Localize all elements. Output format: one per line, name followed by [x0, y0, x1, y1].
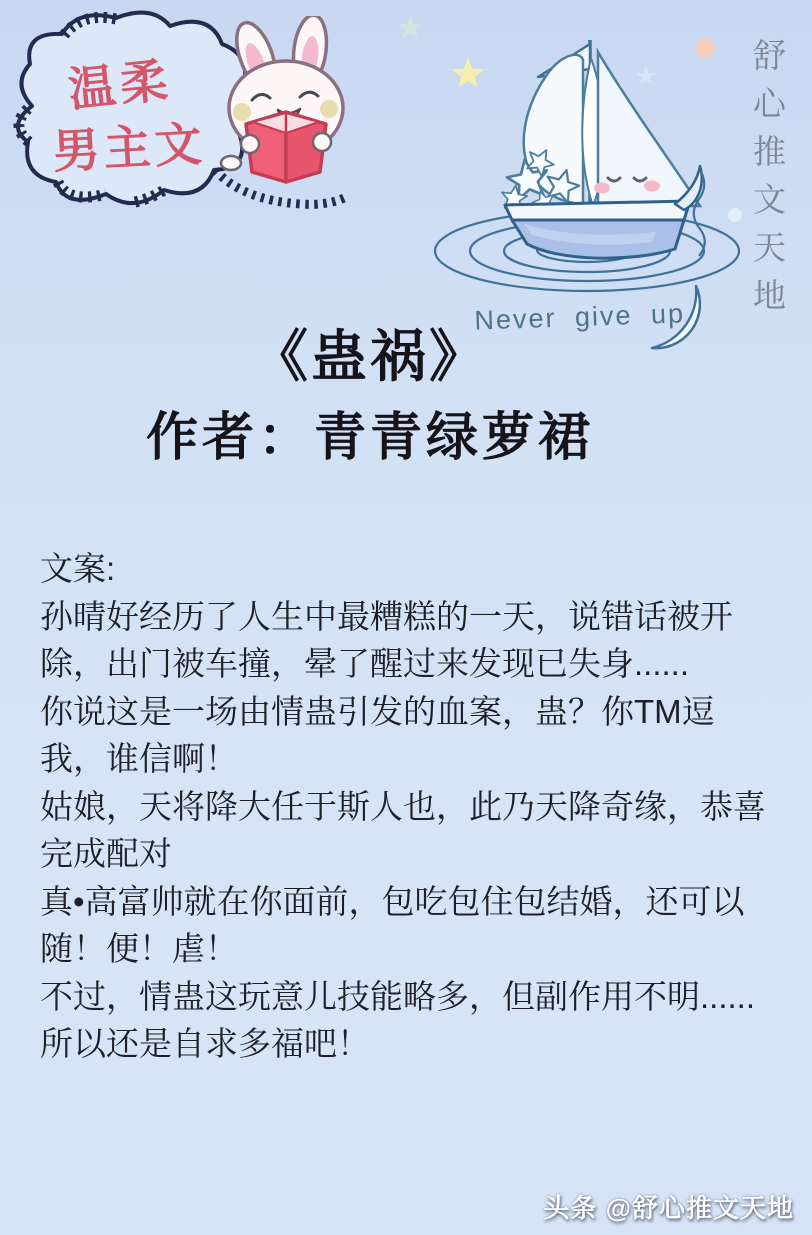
watermark: 头条 @舒心推文天地 [543, 1193, 794, 1223]
pink-dot-decor [695, 38, 715, 58]
sail-face-cheek-left [594, 183, 610, 194]
synopsis-line: 我，谁信啊！ [40, 740, 238, 777]
faint-sparkle [728, 208, 742, 222]
synopsis-line: 不过，情蛊这玩意儿技能略多，但副作用不明...... [40, 977, 756, 1015]
synopsis-line: 真•高富帅就在你面前，包吃包住包结婚，还可以 [40, 882, 745, 920]
synopsis-line: 所以还是自求多福吧！ [40, 1025, 370, 1062]
synopsis-line: 姑娘，天将降大任于斯人也，此乃天降奇缘，恭喜 [40, 787, 766, 825]
rabbit-reading-icon [216, 16, 356, 196]
rabbit-foot [221, 156, 241, 170]
synopsis [40, 545, 804, 1068]
rabbit-cheek-left [233, 103, 251, 121]
synopsis-line: 孙晴好经历了人生中最糟糕的一天，说错话被开 [40, 597, 733, 635]
mint-star-icon: ★ [396, 9, 425, 45]
badge-text-line1: 温柔 [65, 52, 175, 117]
book-title: 《蛊祸》 [252, 324, 488, 390]
rabbit-paw-right [313, 133, 331, 151]
synopsis-line: 随！便！虐！ [40, 930, 238, 967]
synopsis-line: 除，出门被车撞，晕了醒过来发现已失身...... [40, 645, 690, 682]
side-channel-name: 舒心推文天地 [749, 38, 786, 326]
boat-motto: Never give up [473, 298, 686, 336]
yellow-star-icon [451, 57, 485, 87]
author-line: 作者：青青绿萝裙 [145, 406, 594, 468]
synopsis-line: 你说这是一场由情蛊引发的血案，蛊？你TM逗 [40, 692, 715, 730]
synopsis-label: 文案: [40, 550, 116, 587]
rabbit-paw-left [241, 135, 259, 153]
rabbit-cheek-right [320, 100, 338, 118]
badge-text-line2: 男主文 [51, 117, 207, 178]
title-block [0, 326, 740, 470]
sail-face-cheek-right [644, 181, 660, 192]
synopsis-line: 完成配对 [40, 835, 172, 872]
blue-star-icon [636, 66, 656, 84]
hull-gunwale [505, 201, 690, 220]
boat-hull [505, 201, 690, 258]
